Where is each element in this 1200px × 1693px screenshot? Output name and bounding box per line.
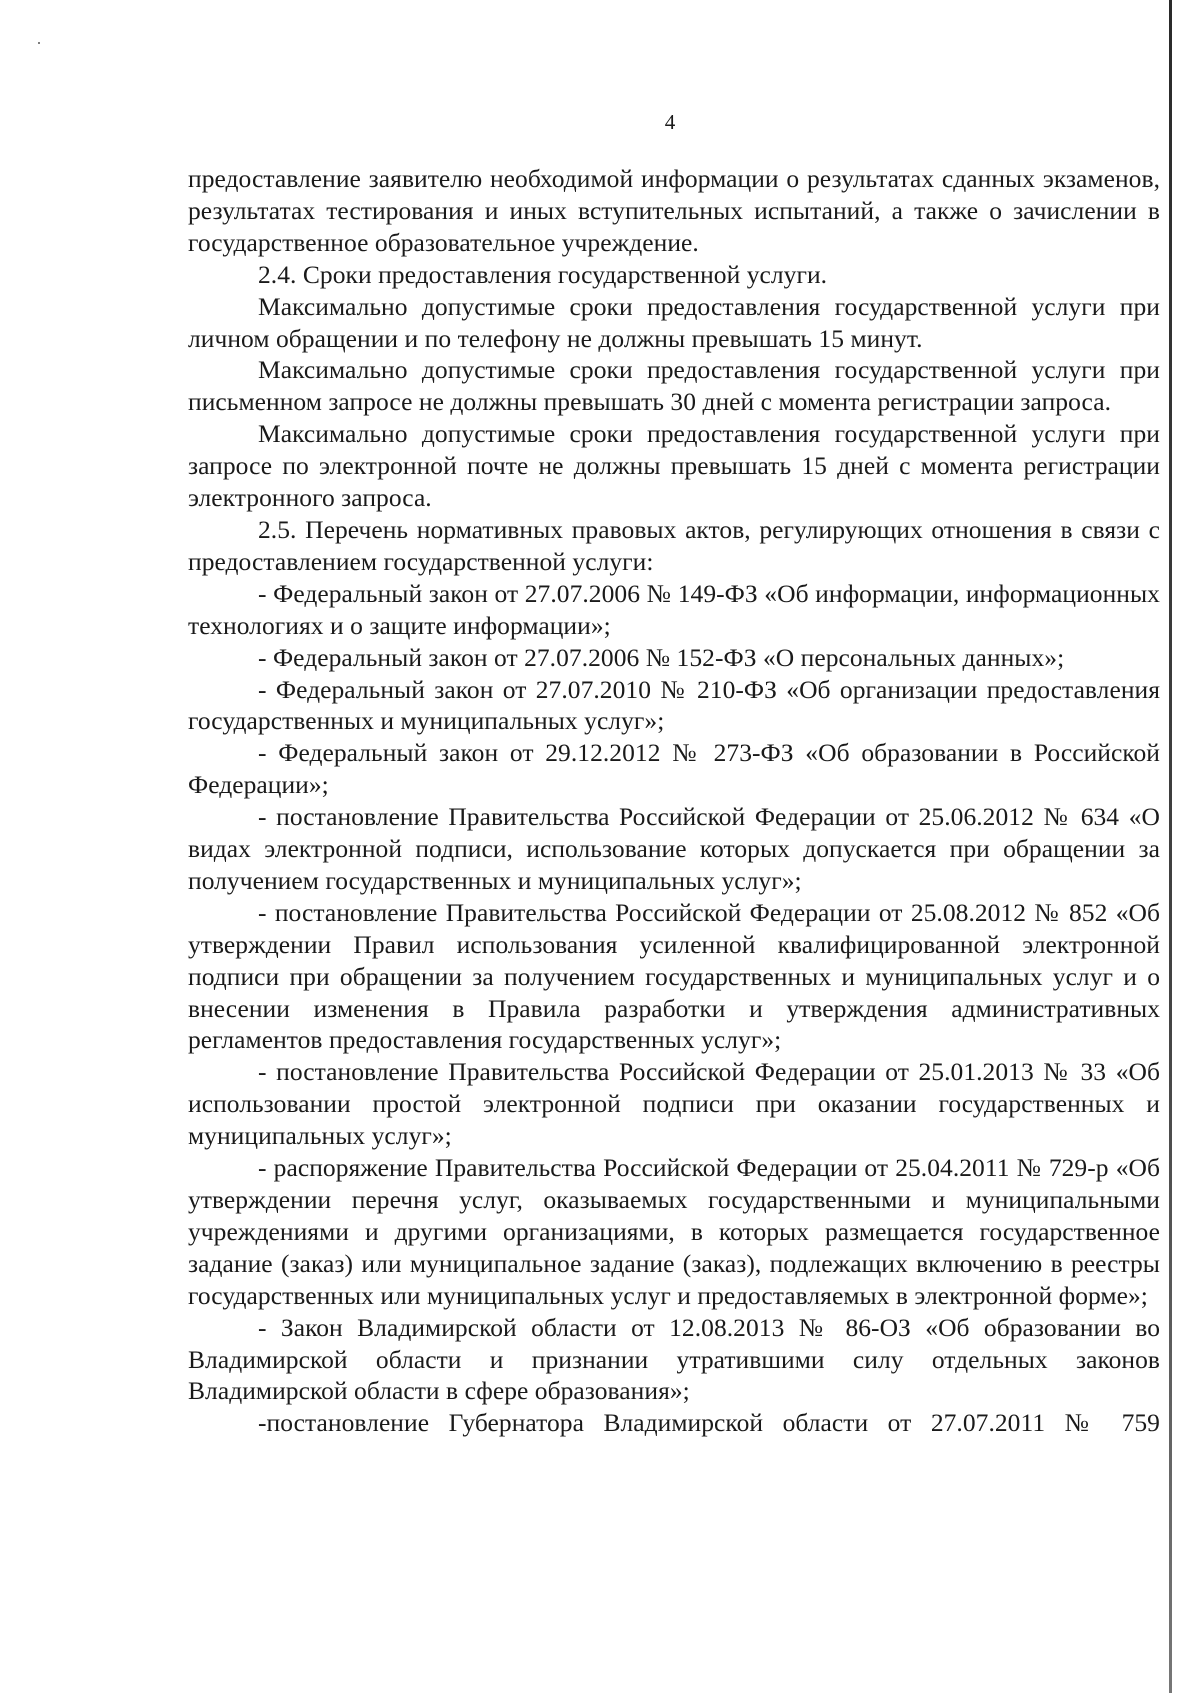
list-item-decree-634: - постановление Правительства Российской Федерации от 25.06.2012 № 634 «О видах электронной подписи, использование которых допускается при обращении за получением государственных и муниципальных услуг»; [188,802,1160,895]
list-item-law-152: - Федеральный закон от 27.07.2006 № 152-ФЗ «О персональных данных»; [258,642,1065,672]
section-heading-2-4: 2.4. Сроки предоставления государственной услуги. [258,259,828,289]
scan-speck [38,42,40,44]
paragraph-continuation: предоставление заявителю необходимой информации о результатах сданных экзаменов, результатах тестирования и иных вступительных испытаний, а также о зачислении в государственное образовательное учреждение. [188,164,1160,257]
section-heading-2-5: 2.5. Перечень нормативных правовых актов, регулирующих отношения в связи с предоставлением государственной услуги: [188,514,1160,576]
paragraph-term-personal: Максимально допустимые сроки предоставления государственной услуги при личном обращении и по телефону не должны превышать 15 минут. [188,291,1160,353]
list-item-governor-decree-759: -постановление Губернатора Владимирской области от 27.07.2011 № 759 [258,1408,1160,1438]
list-item-order-729: - распоряжение Правительства Российской Федерации от 25.04.2011 № 729-р «Об утверждении перечня услуг, оказываемых государственными и муниципальными учреждениями и другими организациями, в которых размещается государственное задание (заказ) или муниципальное задание (заказ), подлежащих включению в реестры государственных или муниципальных услуг и предоставляемых в электронной форме»; [188,1153,1160,1310]
list-item-law-273: - Федеральный закон от 29.12.2012 № 273-ФЗ «Об образовании в Российской Федерации»; [188,738,1160,800]
list-item-regional-law-86: - Закон Владимирской области от 12.08.2013 № 86-ОЗ «Об образовании во Владимирской области и признании утратившими силу отдельных законов Владимирской области в сфере образования»; [188,1312,1160,1406]
paragraph-term-email: Максимально допустимые сроки предоставления государственной услуги при запросе по электронной почте не должны превышать 15 дней с момента регистрации электронного запроса. [188,419,1160,513]
page-number: 4 [664,110,676,134]
paragraph-term-written: Максимально допустимые сроки предоставления государственной услуги при письменном запросе не должны превышать 30 дней с момента регистрации запроса. [188,355,1160,417]
list-item-law-149: - Федеральный закон от 27.07.2006 № 149-ФЗ «Об информации, информационных технологиях и о защите информации»; [188,578,1160,640]
document-body [188,163,1160,1439]
list-item-decree-33: - постановление Правительства Российской Федерации от 25.01.2013 № 33 «Об использовании простой электронной подписи при оказании государственных и муниципальных услуг»; [188,1057,1160,1151]
scan-edge-line [1169,0,1172,1693]
list-item-law-210: - Федеральный закон от 27.07.2010 № 210-ФЗ «Об организации предоставления государственных и муниципальных услуг»; [188,674,1160,736]
list-item-decree-852: - постановление Правительства Российской Федерации от 25.08.2012 № 852 «Об утверждении Правил использования усиленной квалифицированной электронной подписи при обращении за получением государственных и муниципальных услуг и о внесении изменения в Правила разработки и утверждения административных регламентов предоставления государственных услуг»; [188,897,1160,1055]
